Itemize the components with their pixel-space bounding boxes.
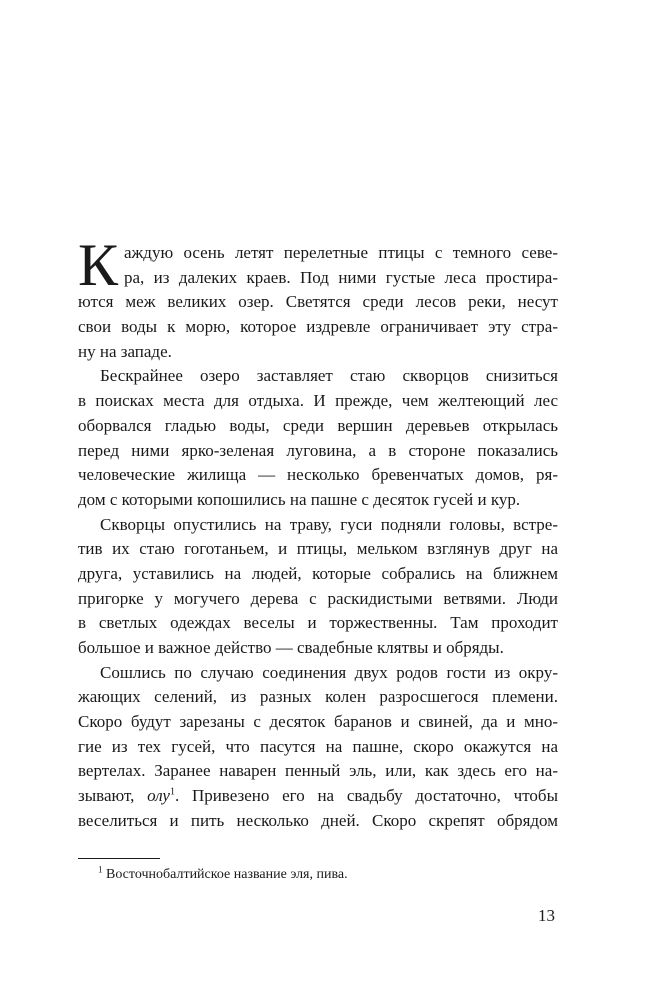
text-line: оборвался гладью воды, среди вершин деревьев открылась <box>78 415 558 435</box>
footnote-reference: 1 <box>169 786 175 798</box>
paragraph-2 <box>78 364 558 512</box>
text-line: гие из тех гусей, что пасутся на пашне, скоро окажутся на <box>78 736 558 756</box>
text-fragment: зывают, <box>78 786 148 806</box>
paragraph-1 <box>78 232 558 364</box>
footnote-text: Восточнобалтийское название эля, пива. <box>102 867 348 882</box>
text-line: в светлых одеждах веселы и торжественны. Там проходит <box>78 613 558 633</box>
text-line: пригорке у могучего дерева с раскидистыми ветвями. Люди <box>78 588 558 608</box>
text-line: дом с которыми копошились на пашне с десяток гусей и кур. <box>78 489 521 509</box>
page-number: 13 <box>538 906 555 925</box>
text-line: аждую осень летят перелетные птицы с темного севе- <box>124 243 558 262</box>
text-line: перед ними ярко-зеленая луговина, а в стороне показались <box>78 440 558 460</box>
text-line: вертелах. Заранее наварен пенный эль, или, как здесь его на- <box>78 761 558 781</box>
text-line: жающих селений, из разных колен разросшегося племени. <box>78 687 558 707</box>
text-line: веселиться и пить несколько дней. Скоро скрепят обрядом <box>78 810 558 830</box>
footnote-divider <box>78 858 160 859</box>
text-line: ну на западе. <box>78 341 172 361</box>
footnote-marker: 1 <box>98 864 103 875</box>
paragraph-3 <box>78 513 558 661</box>
text-line: Сошлись по случаю соединения двух родов гости из окру- <box>100 662 558 682</box>
text-line: в поисках места для отдыха. И прежде, чем желтеющий лес <box>78 391 558 411</box>
text-line: Скворцы опустились на траву, гуси подняли головы, встре- <box>100 514 558 534</box>
drop-cap: К <box>78 232 119 298</box>
main-text <box>78 232 558 834</box>
text-line: Скоро будут зарезаны с десяток баранов и свиней, да и мно- <box>78 712 558 732</box>
text-line: человеческие жилища — несколько бревенчатых домов, ря- <box>78 465 558 485</box>
footnote <box>98 866 348 884</box>
text-line: ются меж великих озер. Светятся среди лесов реки, несут <box>78 292 558 312</box>
paragraph-4 <box>78 661 558 834</box>
text-line: тив их стаю гоготаньем, и птицы, мельком взглянув друг на <box>78 539 558 559</box>
text-fragment: . Привезено его на свадьбу достаточно, чтобы <box>174 786 558 806</box>
italic-word: олу <box>147 786 170 806</box>
text-line-with-footnote-ref <box>78 784 558 809</box>
text-line: Бескрайнее озеро заставляет стаю скворцов снизиться <box>100 366 558 386</box>
text-line: ра, из далеких краев. Под ними густые леса простира- <box>124 267 558 287</box>
text-line: большое и важное действо — свадебные клятвы и обряды. <box>78 638 504 657</box>
text-line: свои воды к морю, которое издревле ограничивает эту стра- <box>78 317 558 337</box>
text-line: друга, уставились на людей, которые собрались на ближнем <box>78 563 558 583</box>
